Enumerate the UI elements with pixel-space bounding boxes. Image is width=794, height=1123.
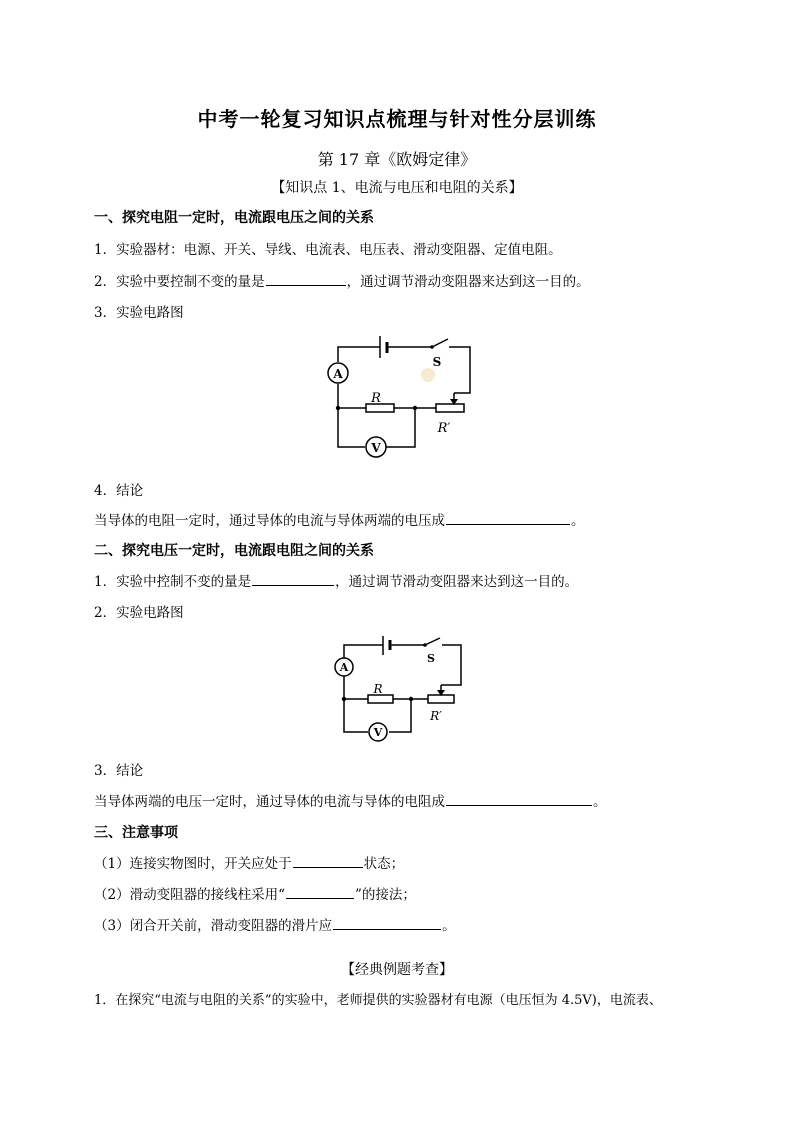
voltmeter-label: V: [373, 726, 383, 739]
section2-conclusion: [94, 790, 607, 810]
section1-item2-text: 2．实验中要控制不变的量是: [94, 274, 265, 290]
resistor-icon: [368, 695, 393, 703]
note-2: [94, 883, 416, 903]
question-1: 1．在探究“电流与电阻的关系”的实验中，老师提供的实验器材有电源（电压恒为 4.5V)，电流表、: [94, 993, 662, 1008]
section1-heading: 一、探究电阻一定时，电流跟电压之间的关系: [94, 210, 374, 226]
answer-blank[interactable]: [446, 511, 570, 525]
section1-item2: [94, 270, 590, 290]
note-text: （3）闭合开关前，滑动变阻器的滑片应: [94, 918, 333, 934]
section2-item3: 3．结论: [94, 763, 144, 779]
rheostat-label: R′: [430, 709, 442, 723]
wire: [344, 645, 461, 685]
note-text-end: 。: [442, 918, 456, 934]
junction-dot: [336, 406, 340, 410]
switch-label: S: [432, 355, 442, 369]
note-text: （2）滑动变阻器的接线柱采用“: [94, 887, 285, 903]
answer-blank[interactable]: [333, 916, 441, 930]
watermark-icon: [421, 368, 435, 382]
conclusion-text: 当导体两端的电压一定时，通过导体的电流与导体的电阻成: [94, 794, 445, 810]
rheostat-icon: [428, 695, 454, 703]
note-text: （1）连接实物图时，开关应处于: [94, 856, 292, 872]
note-1: [94, 852, 404, 872]
rheostat-icon: [436, 404, 464, 412]
note-3: [94, 914, 456, 934]
circuit-diagram-2: [325, 630, 470, 745]
ammeter-label: A: [333, 367, 343, 381]
switch-blade: [425, 638, 440, 645]
junction-dot: [342, 697, 346, 701]
section2-item1-text-end: ，通过调节滑动变阻器来达到这一目的。: [335, 574, 579, 590]
switch-blade: [432, 339, 448, 347]
section2-item1: [94, 570, 578, 590]
wire: [338, 347, 470, 393]
section1-item4: 4．结论: [94, 483, 144, 499]
rheostat-label: R′: [437, 421, 451, 436]
note-text-end: 状态；: [363, 856, 405, 872]
section3-heading: 三、注意事项: [94, 825, 178, 841]
section1-item3: 3．实验电路图: [94, 305, 184, 321]
note-text-end: ”的接法；: [355, 887, 416, 903]
answer-blank[interactable]: [446, 792, 592, 806]
switch-label: S: [427, 652, 435, 665]
section1-conclusion: [94, 509, 585, 529]
switch-contact: [423, 643, 427, 647]
switch-contact: [430, 345, 434, 349]
conclusion-text-end: 。: [571, 513, 585, 529]
classic-examples-heading: 【经典例题考查】: [341, 962, 453, 978]
ammeter-label: A: [339, 661, 349, 674]
knowledge-point-heading: 【知识点 1、电流与电压和电阻的关系】: [271, 180, 523, 196]
conclusion-text-end: 。: [593, 794, 607, 810]
answer-blank[interactable]: [286, 885, 354, 899]
answer-blank[interactable]: [293, 854, 363, 868]
resistor-label: R: [371, 391, 381, 406]
chapter-title: 第 17 章《欧姆定律》: [317, 150, 477, 169]
voltmeter-label: V: [371, 441, 381, 455]
resistor-label: R: [373, 682, 383, 696]
answer-blank[interactable]: [266, 272, 346, 286]
answer-blank[interactable]: [252, 572, 334, 586]
section2-item1-text: 1．实验中控制不变的量是: [94, 574, 252, 590]
section1-item2-text-end: ，通过调节滑动变阻器来达到这一目的。: [346, 274, 590, 290]
section2-heading: 二、探究电压一定时，电流跟电阻之间的关系: [94, 543, 374, 559]
junction-dot: [413, 406, 417, 410]
circuit-diagram-1: [320, 334, 480, 464]
section2-item2: 2．实验电路图: [94, 605, 184, 621]
conclusion-text: 当导体的电阻一定时，通过导体的电流与导体两端的电压成: [94, 513, 445, 529]
page-title: 中考一轮复习知识点梳理与针对性分层训练: [197, 107, 597, 131]
junction-dot: [409, 697, 413, 701]
section1-item1: 1．实验器材：电源、开关、导线、电流表、电压表、滑动变阻器、定值电阻。: [94, 242, 562, 258]
